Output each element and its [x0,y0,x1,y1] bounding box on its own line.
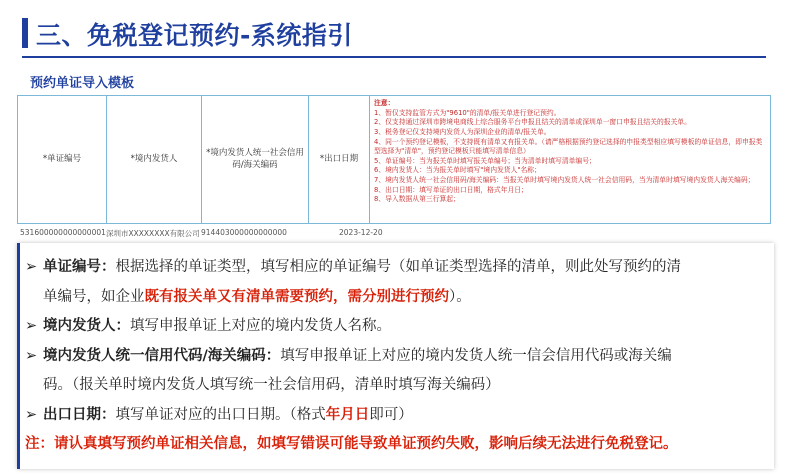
template-heading: 预约单证导入模板 [30,76,135,91]
item-label: 出口日期： [43,406,116,423]
item-shipper [25,312,765,342]
item-credit-code [25,342,765,372]
sample-document-number: 531600000000000001 [20,228,106,237]
page-title: 三、免税登记预约-系统指引 [36,21,353,50]
sample-export-date: 2023-12-20 [339,228,383,237]
item-text: 码。（报关单时境内发货人填写统一社会信用码，清单时填写海关编码） [43,377,500,393]
title-accent-bar [22,18,28,48]
item-highlight: 年月日 [325,406,370,423]
template-preview [17,95,771,245]
column-header-export-date: *出口日期 [309,96,370,223]
item-text: 即可） [369,406,413,423]
item-text: 填写单证对应的出口日期。（格式 [115,406,326,423]
note-line: 3、税务登记仅支持境内发货人为深圳企业的清单/报关单。 [374,127,551,136]
item-text: 单编号，如企业 [43,288,145,305]
note-line: 8、出口日期：填写单证的出口日期，格式年月日； [374,185,528,194]
note-line: 8、导入数据从第三行算起； [374,195,460,204]
item-label: 境内发货人： [43,318,130,334]
warning-note: 注：请认真填写预约单证相关信息，如填写错误可能导致单证预约失败，影响后续无法进行免税登记。 [25,436,678,452]
column-header-shipper: *境内发货人 [107,96,202,223]
note-line: 6、境内发货人：当为报关单时填写"境内发货人"名称； [374,166,541,175]
item-label: 境内发货人统一信用代码/海关编码： [43,347,281,364]
instructions-panel [17,243,774,469]
note-line: 4、同一个预约登记模板，不支持既有清单又有报关单。（请严格根据预约登记选择的申报类型相应填写模板的单证信息，即申报类型选择为"清单"，预约登记模板只能填写清单信息） [374,137,763,156]
note-line: 5、单证编号：当为报关单时填写报关单编号；当为清单时填写清单编号； [374,156,596,165]
arrow-bullet-icon: ➢ [25,259,38,275]
item-text: 填写申报单证上对应的境内发货人统一信会信用代码或海关编 [280,347,672,364]
arrow-bullet-icon: ➢ [25,318,38,334]
item-document-number [25,253,765,283]
item-credit-code-cont [25,371,765,401]
item-label: 单证编号： [43,259,116,275]
item-text: 填写申报单证上对应的境内发货人名称。 [130,318,391,334]
panel-accent [17,243,20,469]
item-export-date [25,401,765,431]
column-header-credit-code: *境内发货人统一社会信用码/海关编码 [202,96,309,223]
sample-shipper: 深圳市XXXXXXXX有限公司 [106,229,200,238]
template-table [17,95,771,224]
arrow-bullet-icon: ➢ [25,406,38,423]
item-text: ）。 [449,288,471,305]
note-line: 2、仅支持通过深圳市跨境电商线上综合服务平台申报且结关的清单或深圳单一窗口申报且结关的报关单。 [374,118,691,127]
item-document-number-cont [25,283,765,313]
template-notes [370,96,768,223]
note-line: 1、暂仅支持监管方式为"9610"的清单/报关单进行登记预约。 [374,108,561,117]
sample-credit-code: 914403000000000000 [201,228,287,237]
title-divider [22,56,766,58]
item-highlight: 既有报关单又有清单需要预约，需分别进行预约 [144,288,449,305]
notes-title: 注意： [374,99,395,107]
arrow-bullet-icon: ➢ [25,347,38,364]
note-line: 7、境内发货人统一社会信用码/海关编码：当报关单时填写境内发货人统一社会信用码，当为清单时填写境内发货人海关编码； [374,176,755,185]
item-text: 根据选择的单证类型，填写相应的单证编号（如单证类型选择的清单，则此处写预约的清 [115,259,681,275]
column-header-document-number: *单证编号 [18,96,107,223]
